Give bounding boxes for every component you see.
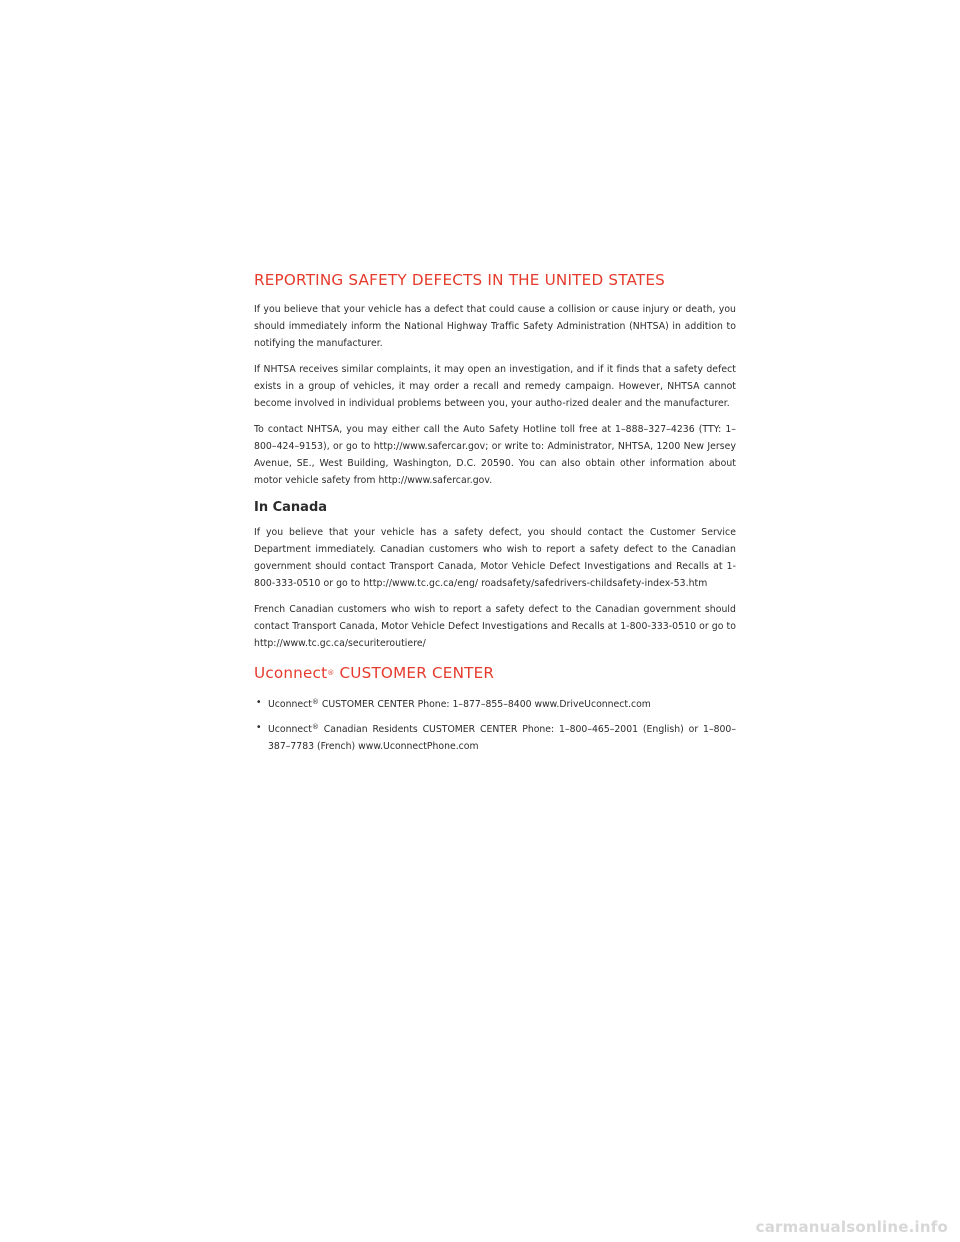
registered-mark: ® xyxy=(311,698,319,706)
list-item xyxy=(254,719,736,755)
bullet-icon: • xyxy=(256,722,262,733)
heading-uconnect-customer-center xyxy=(254,661,736,685)
watermark-text: carmanualsonline.info xyxy=(755,1218,948,1236)
registered-mark: ® xyxy=(311,723,319,731)
us-paragraph-3: To contact NHTSA, you may either call the Auto Safety Hotline toll free at 1–888–327–4236 (TTY: 1–800–424–9153), or go to http://www.safercar.gov; or write to: Administrator, NHTSA, 1200 New Jersey Avenue, SE., West Building, Washington, D.C. 20590. You can also obtain other information about motor vehicle safety from http://www.safercar.gov. xyxy=(254,424,736,486)
heading-in-canada: In Canada xyxy=(254,500,328,515)
uconnect-contact-list xyxy=(254,694,736,755)
bullet-icon: • xyxy=(256,697,262,708)
heading-us-safety-defects: REPORTING SAFETY DEFECTS IN THE UNITED STATES xyxy=(254,271,666,289)
uconnect-title-brand: Uconnect xyxy=(254,664,328,682)
us-paragraph-1: If you believe that your vehicle has a defect that could cause a collision or cause injury or death, you should immediately inform the National Highway Traffic Safety Administration (NHTSA) in addition to notifying the manufacturer. xyxy=(254,304,736,349)
uconnect-title-rest: CUSTOMER CENTER xyxy=(334,664,495,682)
document-page xyxy=(254,268,736,761)
canada-paragraph-2: French Canadian customers who wish to report a safety defect to the Canadian government should contact Transport Canada, Motor Vehicle Defect Investigations and Recalls at 1-800-333-0510 or go to http://www.tc.gc.ca/securiteroutiere/ xyxy=(254,604,736,649)
canada-paragraph-1: If you believe that your vehicle has a safety defect, you should contact the Customer Service Department immediately. Canadian customers who wish to report a safety defect to the Canadian government should contact Transport Canada, Motor Vehicle Defect Investigations and Recalls at 1-800-333-0510 or go to http://www.tc.gc.ca/eng/ roadsafety/safedrivers-childsafety-index-53.htm xyxy=(254,527,736,589)
us-paragraph-2: If NHTSA receives similar complaints, it may open an investigation, and if it finds that a safety defect exists in a group of vehicles, it may order a recall and remedy campaign. However, NHTSA cannot become involved in individual problems between you, your autho-rized dealer and the manufacturer. xyxy=(254,364,736,409)
list-item-brand: Uconnect xyxy=(268,724,312,735)
list-item-brand: Uconnect xyxy=(268,699,312,710)
list-item xyxy=(254,694,736,713)
list-item-text: Canadian Residents CUSTOMER CENTER Phone: 1–800–465–2001 (English) or 1–800–387–7783 (French) www.UconnectPhone.com xyxy=(268,724,736,752)
registered-mark: ® xyxy=(327,669,335,677)
list-item-text: CUSTOMER CENTER Phone: 1–877–855–8400 www.DriveUconnect.com xyxy=(318,699,651,710)
